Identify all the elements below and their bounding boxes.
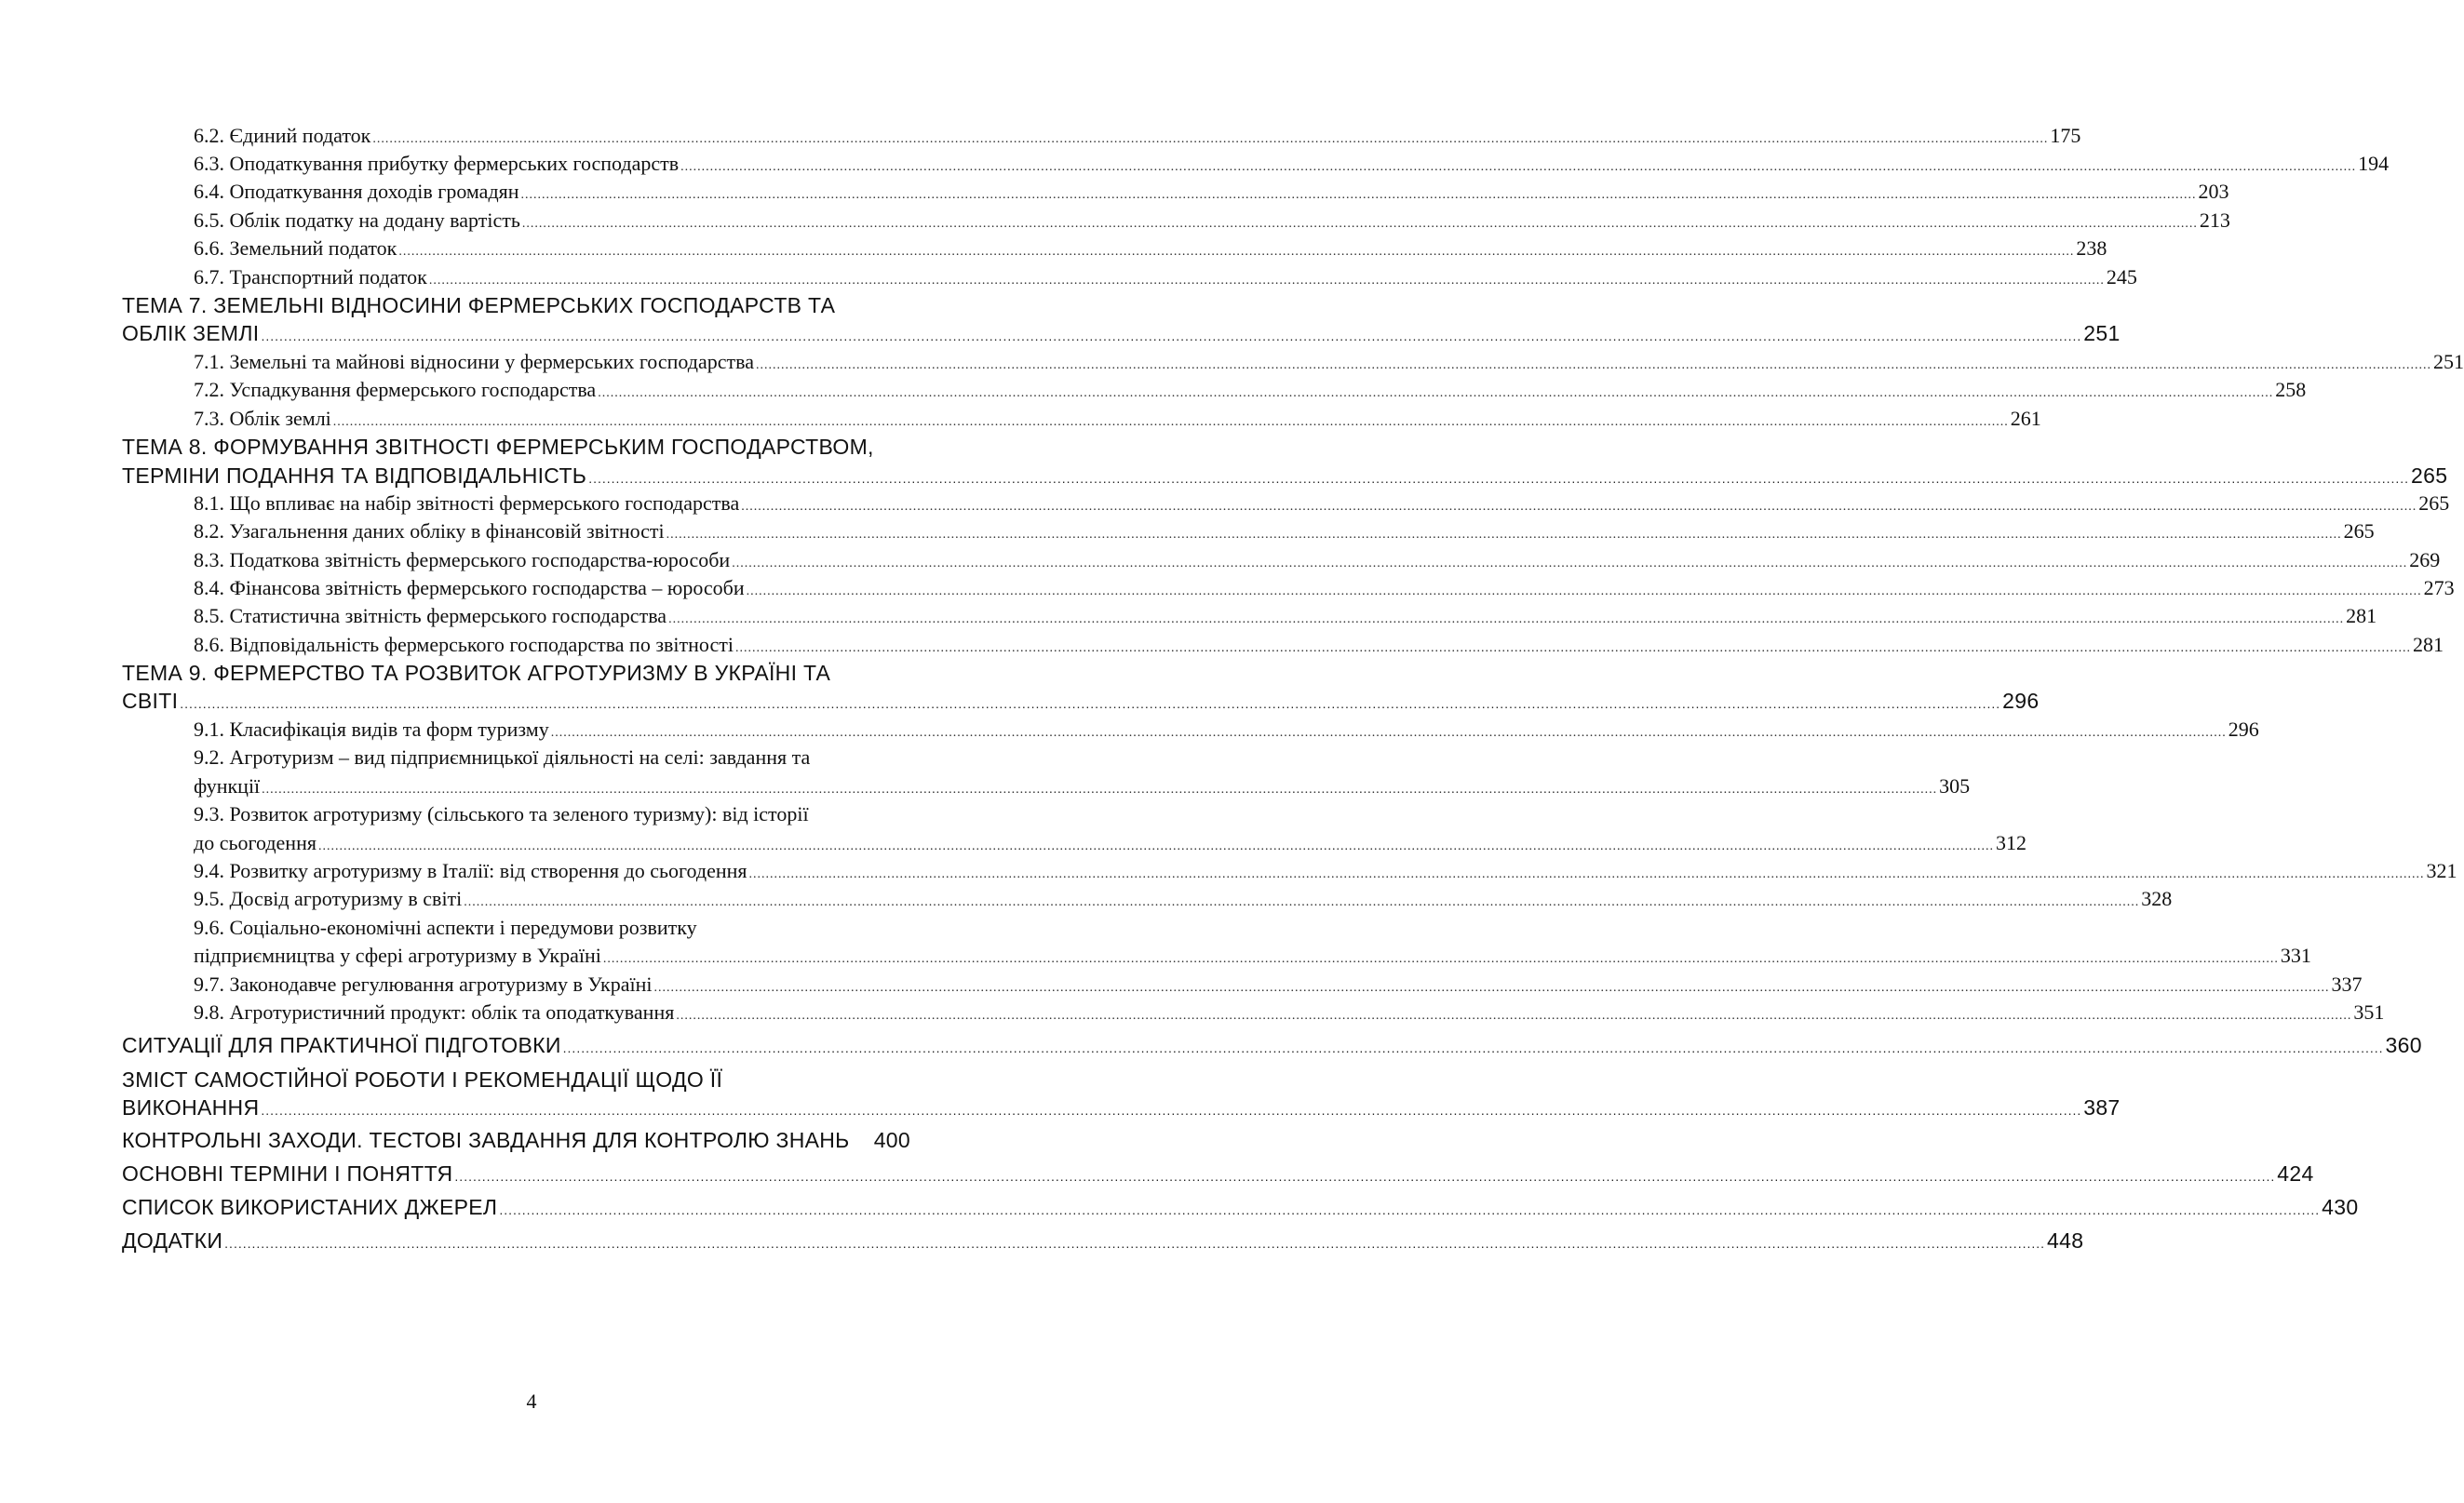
toc-page-number: 337 [2331, 973, 2363, 996]
toc-entry-title: ТЕМА 7. ЗЕМЕЛЬНІ ВІДНОСИНИ ФЕРМЕРСЬКИХ ГОСПОДАРСТВ ТА [122, 293, 836, 317]
toc-page-number: 296 [2228, 718, 2259, 741]
toc-dot-leader: ................................................................................................................................................................................................................................................................................................................................................................................................................ [732, 557, 2408, 570]
toc-entry-title: ВИКОНАННЯ [122, 1095, 260, 1120]
toc-page-number: 175 [2050, 124, 2081, 147]
toc-dot-leader: ................................................................................................................................................................................................................................................................................................................................................................................................................ [261, 1103, 2082, 1118]
toc-entry[interactable] [194, 150, 2390, 178]
toc-dot-leader: ................................................................................................................................................................................................................................................................................................................................................................................................................ [741, 500, 2417, 514]
toc-page-number: 245 [2106, 265, 2137, 289]
toc-entry[interactable] [194, 800, 910, 828]
toc-page-number: 312 [1995, 831, 2026, 854]
toc-dot-leader: ................................................................................................................................................................................................................................................................................................................................................................................................................ [428, 274, 2105, 288]
toc-entry[interactable] [122, 1066, 910, 1094]
toc-page-number: 273 [2423, 576, 2455, 599]
toc-entry[interactable] [194, 631, 2444, 659]
toc-dot-leader: ................................................................................................................................................................................................................................................................................................................................................................................................................ [261, 329, 2082, 343]
toc-entry[interactable] [194, 857, 2457, 885]
toc-entry[interactable] [194, 999, 2385, 1027]
toc-entry-title: ТЕМА 9. ФЕРМЕРСТВО ТА РОЗВИТОК АГРОТУРИЗМУ В УКРАЇНІ ТА [122, 661, 831, 685]
toc-entry[interactable] [194, 207, 2230, 235]
toc-entry[interactable] [194, 348, 2464, 376]
toc-entry-title: 7.3. Облік землі [194, 407, 331, 430]
toc-entry-title: КОНТРОЛЬНІ ЗАХОДИ. ТЕСТОВІ ЗАВДАННЯ ДЛЯ КОНТРОЛЮ ЗНАНЬ [122, 1128, 850, 1152]
toc-page-number: 281 [2346, 604, 2377, 627]
toc-entry[interactable] [194, 602, 2377, 630]
toc-dot-leader: ................................................................................................................................................................................................................................................................................................................................................................................................................ [748, 867, 2425, 881]
toc-dot-leader: ................................................................................................................................................................................................................................................................................................................................................................................................................ [588, 471, 2410, 486]
toc-page-number: 269 [2409, 548, 2441, 571]
toc-entry-title: СИТУАЦІЇ ДЛЯ ПРАКТИЧНОЇ ПІДГОТОВКИ [122, 1033, 561, 1057]
toc-entry[interactable] [194, 942, 2311, 970]
toc-dot-leader: ................................................................................................................................................................................................................................................................................................................................................................................................................ [262, 783, 1938, 797]
toc-dot-leader: ................................................................................................................................................................................................................................................................................................................................................................................................................ [317, 839, 1994, 853]
toc-entry[interactable] [194, 971, 2363, 999]
toc-dot-leader: ................................................................................................................................................................................................................................................................................................................................................................................................................ [332, 415, 2009, 429]
page-number: 4 [526, 1389, 537, 1413]
toc-page-number: 321 [2426, 859, 2457, 882]
toc-page-number: 351 [2353, 1000, 2385, 1024]
toc-entry-title: 6.4. Оподаткування доходів громадян [194, 180, 519, 203]
toc-entry-title: ТЕМА 8. ФОРМУВАННЯ ЗВІТНОСТІ ФЕРМЕРСЬКИМ ГОСПОДАРСТВОМ, [122, 435, 874, 459]
toc-dot-leader: ................................................................................................................................................................................................................................................................................................................................................................................................................ [550, 726, 2227, 740]
toc-entry[interactable] [122, 687, 2040, 715]
toc-entry[interactable] [194, 885, 2173, 913]
toc-entry-title: ОБЛІК ЗЕМЛІ [122, 321, 260, 345]
toc-dot-leader: ................................................................................................................................................................................................................................................................................................................................................................................................................ [454, 1169, 2276, 1184]
toc-dot-leader: ................................................................................................................................................................................................................................................................................................................................................................................................................ [746, 584, 2422, 598]
toc-page-number: 400 [873, 1128, 910, 1152]
toc-entry-title: СВІТІ [122, 689, 179, 713]
toc-entry[interactable] [194, 914, 910, 942]
toc-entry[interactable] [122, 1031, 2422, 1059]
toc-entry[interactable] [122, 462, 2448, 490]
toc-entry-title: 8.3. Податкова звітність фермерського господарства-юрособи [194, 548, 731, 571]
toc-dot-leader: ................................................................................................................................................................................................................................................................................................................................................................................................................ [372, 132, 2049, 146]
toc-dot-leader: ................................................................................................................................................................................................................................................................................................................................................................................................................ [755, 358, 2431, 372]
toc-entry-title: до сьогодення [194, 831, 316, 854]
toc-entry[interactable] [194, 546, 2441, 574]
toc-entry-title: 8.2. Узагальнення даних обліку в фінансовій звітності [194, 519, 665, 543]
toc-entry[interactable] [194, 829, 2026, 857]
toc-entry-title: 9.3. Розвиток агротуризму (сільського та зеленого туризму): від історії [194, 802, 809, 825]
toc-entry[interactable] [194, 716, 2259, 744]
toc-entry[interactable] [122, 1193, 2359, 1221]
toc-dot-leader: ................................................................................................................................................................................................................................................................................................................................................................................................................ [224, 1236, 2046, 1251]
toc-entry-title: ОСНОВНІ ТЕРМІНИ І ПОНЯТТЯ [122, 1161, 453, 1186]
toc-entry-title: 9.7. Законодавче регулювання агротуризму в Україні [194, 973, 653, 996]
toc-dot-leader: ................................................................................................................................................................................................................................................................................................................................................................................................................ [180, 696, 2001, 711]
toc-entry-title: 8.4. Фінансова звітність фермерського господарства – юрособи [194, 576, 745, 599]
toc-dot-leader: ................................................................................................................................................................................................................................................................................................................................................................................................................ [734, 641, 2411, 655]
toc-entry-title: 8.5. Статистична звітність фермерського господарства [194, 604, 667, 627]
toc-entry[interactable] [194, 772, 1971, 800]
toc-page-number: 281 [2412, 633, 2444, 656]
toc-entry[interactable] [122, 1094, 2121, 1121]
toc-entry[interactable] [194, 517, 2375, 545]
toc-entry-title: 9.6. Соціально-економічні аспекти і передумови розвитку [194, 916, 697, 939]
toc-entry-title: 6.5. Облік податку на додану вартість [194, 208, 520, 232]
toc-entry[interactable] [194, 263, 2137, 291]
toc-entry-title: 6.3. Оподаткування прибутку фермерських господарств [194, 152, 680, 175]
toc-dot-leader: ................................................................................................................................................................................................................................................................................................................................................................................................................ [521, 217, 2198, 231]
toc-dot-leader: ................................................................................................................................................................................................................................................................................................................................................................................................................ [666, 528, 2342, 542]
toc-page-number: 296 [2002, 689, 2040, 713]
toc-entry-title: 7.1. Земельні та майнові відносини у фермерських господарства [194, 350, 754, 373]
toc-entry-title: 9.4. Розвитку агротуризму в Італії: від створення до сьогодення [194, 859, 747, 882]
toc-entry-title: 9.2. Агротуризм – вид підприємницької діяльності на селі: завдання та [194, 745, 811, 769]
toc-dot-leader: ................................................................................................................................................................................................................................................................................................................................................................................................................ [499, 1202, 2321, 1217]
toc-dot-leader: ................................................................................................................................................................................................................................................................................................................................................................................................................ [398, 245, 2075, 259]
toc-entry-title: ЗМІСТ САМОСТІЙНОЇ РОБОТИ І РЕКОМЕНДАЦІЇ ЩОДО ЇЇ [122, 1067, 723, 1092]
toc-dot-leader: ................................................................................................................................................................................................................................................................................................................................................................................................................ [464, 895, 2140, 909]
toc-entry-title: 9.8. Агротуристичний продукт: облік та оподаткування [194, 1000, 675, 1024]
toc-dot-leader: ................................................................................................................................................................................................................................................................................................................................................................................................................ [676, 1009, 2352, 1023]
toc-entry[interactable] [122, 659, 910, 687]
toc-entry[interactable] [122, 1227, 2084, 1255]
toc-entry-title: 8.1. Що впливає на набір звітності фермерського господарства [194, 491, 740, 515]
toc-page-number: 251 [2432, 350, 2464, 373]
toc-page-number: 360 [2385, 1033, 2422, 1057]
toc-entry[interactable] [122, 1126, 910, 1154]
toc-page-number: 448 [2047, 1228, 2084, 1253]
toc-entry[interactable] [122, 433, 910, 461]
toc-entry-title: ТЕРМІНИ ПОДАННЯ ТА ВІДПОВІДАЛЬНІСТЬ [122, 463, 587, 488]
toc-page-number: 424 [2277, 1161, 2314, 1186]
toc-entry[interactable] [122, 1160, 2314, 1188]
toc-entry-title: підприємництва у сфері агротуризму в Україні [194, 944, 601, 967]
toc-page-number: 265 [2343, 519, 2375, 543]
toc-entry[interactable] [194, 122, 2081, 150]
toc-entry[interactable] [194, 744, 910, 772]
toc-page-number: 265 [2411, 463, 2448, 488]
toc-page-number: 238 [2076, 236, 2107, 260]
toc-entry-title: 9.1. Класифікація видів та форм туризму [194, 718, 549, 741]
toc-page-number: 328 [2141, 887, 2173, 910]
toc-page-number: 430 [2322, 1195, 2359, 1219]
toc-entry[interactable] [194, 376, 2307, 404]
toc-dot-leader: ................................................................................................................................................................................................................................................................................................................................................................................................................ [598, 386, 2274, 400]
toc-entry-title: ДОДАТКИ [122, 1228, 223, 1253]
toc-entry[interactable] [194, 235, 2107, 262]
toc-entry-title: функції [194, 774, 261, 798]
toc-entry[interactable] [194, 490, 2450, 517]
toc-entry[interactable] [194, 405, 2041, 433]
toc-dot-leader: ................................................................................................................................................................................................................................................................................................................................................................................................................ [520, 188, 2197, 202]
toc-entry[interactable] [194, 574, 2455, 602]
toc-dot-leader: ................................................................................................................................................................................................................................................................................................................................................................................................................ [668, 612, 2345, 626]
toc-entry-title: 6.2. Єдиний податок [194, 124, 371, 147]
toc-entry[interactable] [122, 291, 910, 319]
toc-entry[interactable] [122, 319, 2121, 347]
toc-entry-title: 7.2. Успадкування фермерського господарства [194, 378, 597, 401]
toc-page-number: 251 [2083, 321, 2121, 345]
toc-page-number: 331 [2280, 944, 2311, 967]
toc-dot-leader: ................................................................................................................................................................................................................................................................................................................................................................................................................ [562, 1040, 2384, 1055]
toc-entry-title: СПИСОК ВИКОРИСТАНИХ ДЖЕРЕЛ [122, 1195, 498, 1219]
toc-dot-leader: ................................................................................................................................................................................................................................................................................................................................................................................................................ [602, 952, 2279, 966]
toc-page-number: 258 [2275, 378, 2307, 401]
toc-entry-title: 8.6. Відповідальність фермерського господарства по звітності [194, 633, 734, 656]
toc-entry-title: 6.7. Транспортний податок [194, 265, 427, 289]
toc-entry[interactable] [194, 178, 2229, 206]
toc-page-number: 387 [2083, 1095, 2121, 1120]
toc-page-number: 261 [2010, 407, 2041, 430]
toc-page-number: 305 [1939, 774, 1971, 798]
toc-entry-title: 6.6. Земельний податок [194, 236, 397, 260]
toc-dot-leader: ................................................................................................................................................................................................................................................................................................................................................................................................................ [653, 981, 2330, 995]
toc-page-number: 213 [2199, 208, 2230, 232]
toc-page-number: 203 [2198, 180, 2229, 203]
toc-dot-leader: ................................................................................................................................................................................................................................................................................................................................................................................................................ [680, 160, 2357, 174]
toc-page-number: 265 [2418, 491, 2450, 515]
toc-entry-title: 9.5. Досвід агротуризму в світі [194, 887, 463, 910]
toc-page-number: 194 [2358, 152, 2390, 175]
